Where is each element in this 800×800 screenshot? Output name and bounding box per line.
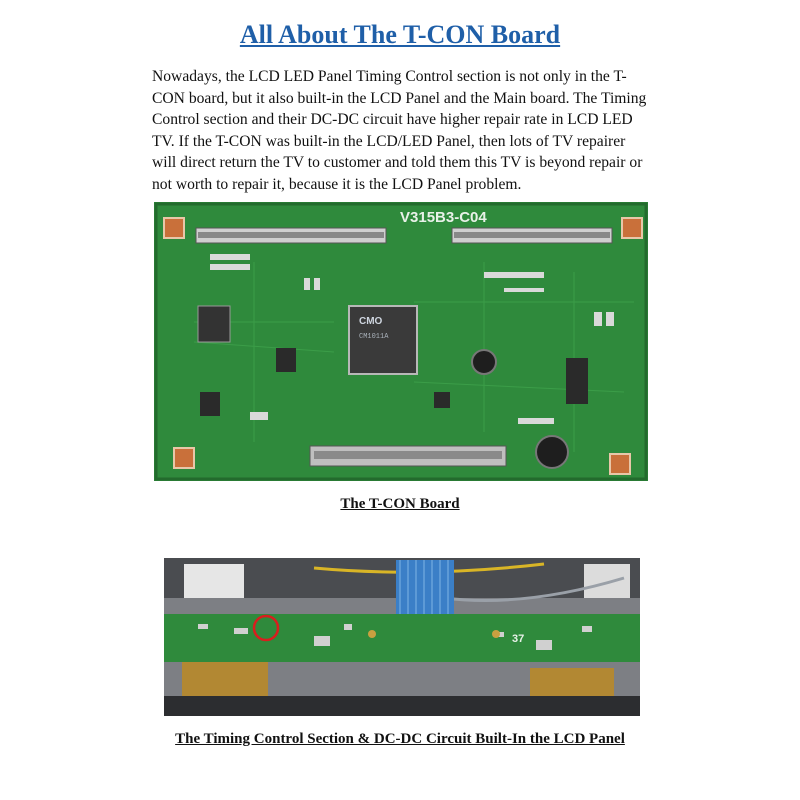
board-model-label: V315B3-C04 [400, 209, 487, 226]
page-title: All About The T-CON Board [239, 20, 561, 49]
lcd-panel-photo [164, 558, 640, 716]
intro-paragraph: Nowadays, the LCD LED Panel Timing Control section is not only in the T-CON board, but it also built-in the LCD Panel and the Main board. The Timing Control section and their DC-DC circuit have higher repair rate in LCD LED TV. If the T-CON was built-in the LCD/LED Panel, then lots of TV repairer will direct return the TV to customer and told them this TV is beyond repair or not worth to repair it, because it is the LCD Panel problem. [152, 68, 647, 193]
tcon-board-photo [154, 202, 648, 481]
figure-caption-lcd-panel: The Timing Control Section & DC-DC Circuit Built-In the LCD Panel [175, 731, 625, 747]
figure-caption-tcon-board: The T-CON Board [340, 496, 460, 512]
pcb-label: 37 [512, 633, 525, 645]
chip-logo: CMO [359, 316, 383, 327]
chip-part-number: CM1011A [359, 333, 389, 341]
